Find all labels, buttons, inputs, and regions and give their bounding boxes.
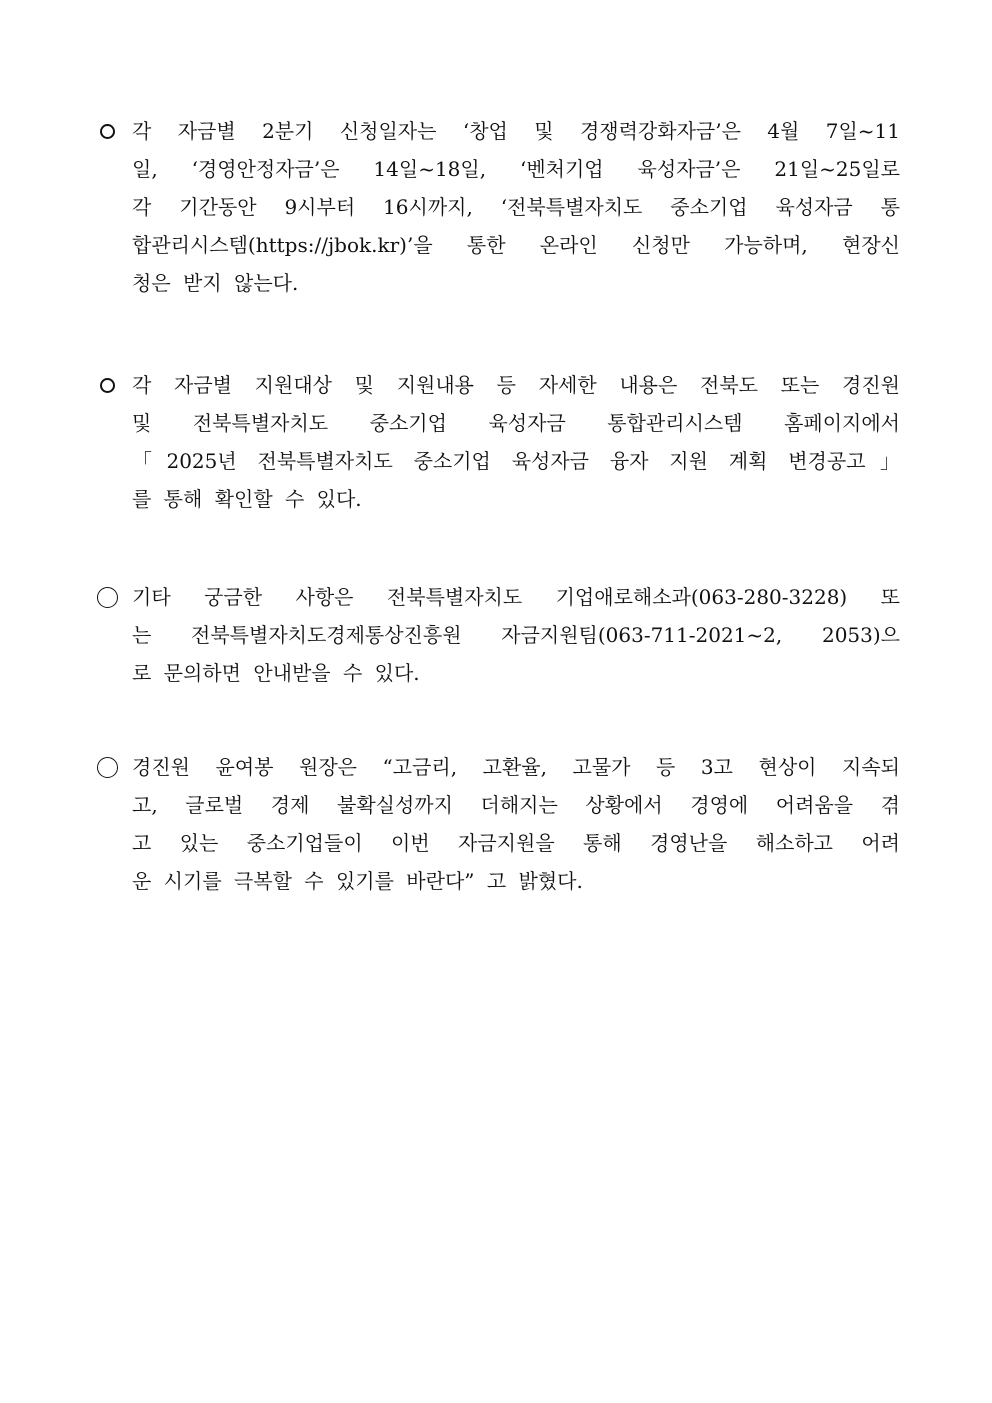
paragraph-line: 는 전북특별자치도경제통상진흥원 자금지원팀(063-711-2021~2, 2053)으 — [132, 623, 900, 647]
paragraph-line: 운 시기를 극복할 수 있기를 바란다” 고 밝혔다. — [132, 869, 583, 893]
paragraph-line: 합관리시스템(https://jbok.kr)’을 통한 온라인 신청만 가능하며, 현장신 — [132, 233, 900, 257]
paragraph-line: 「2025년 전북특별자치도 중소기업 육성자금 융자 지원 계획 변경공고」 — [132, 449, 900, 473]
paragraph-line: 일, ‘경영안정자금’은 14일~18일, ‘벤처기업 육성자금’은 21일~25일로 — [132, 157, 900, 181]
paragraph-line: 각 자금별 지원대상 및 지원내용 등 자세한 내용은 전북도 또는 경진원 — [132, 373, 900, 397]
paragraph-line: 로 문의하면 안내받을 수 있다. — [132, 661, 420, 685]
bullet-circle-icon — [92, 578, 122, 616]
paragraph-line: 및 전북특별자치도 중소기업 육성자금 통합관리시스템 홈페이지에서 — [132, 411, 900, 435]
bullet-circle-icon — [92, 748, 122, 786]
paragraph-line: 청은 받지 않는다. — [132, 271, 299, 295]
paragraph-line: 경진원 윤여봉 원장은 “고금리, 고환율, 고물가 등 3고 현상이 지속되 — [132, 755, 900, 779]
paragraph-line: 각 자금별 2분기 신청일자는 ‘창업 및 경쟁력강화자금’은 4월 7일~11 — [132, 119, 900, 143]
bullet-circle-icon — [92, 366, 122, 404]
paragraph-line: 를 통해 확인할 수 있다. — [132, 487, 362, 511]
bullet-circle-icon — [92, 112, 122, 150]
paragraph-line: 고, 글로벌 경제 불확실성까지 더해지는 상황에서 경영에 어려움을 겪 — [132, 793, 900, 817]
paragraph-line: 각 기간동안 9시부터 16시까지, ‘전북특별자치도 중소기업 육성자금 통 — [132, 195, 900, 219]
paragraph-line: 기타 궁금한 사항은 전북특별자치도 기업애로해소과(063-280-3228) 또 — [132, 585, 900, 609]
paragraph-line: 고 있는 중소기업들이 이번 자금지원을 통해 경영난을 해소하고 어려 — [132, 831, 900, 855]
